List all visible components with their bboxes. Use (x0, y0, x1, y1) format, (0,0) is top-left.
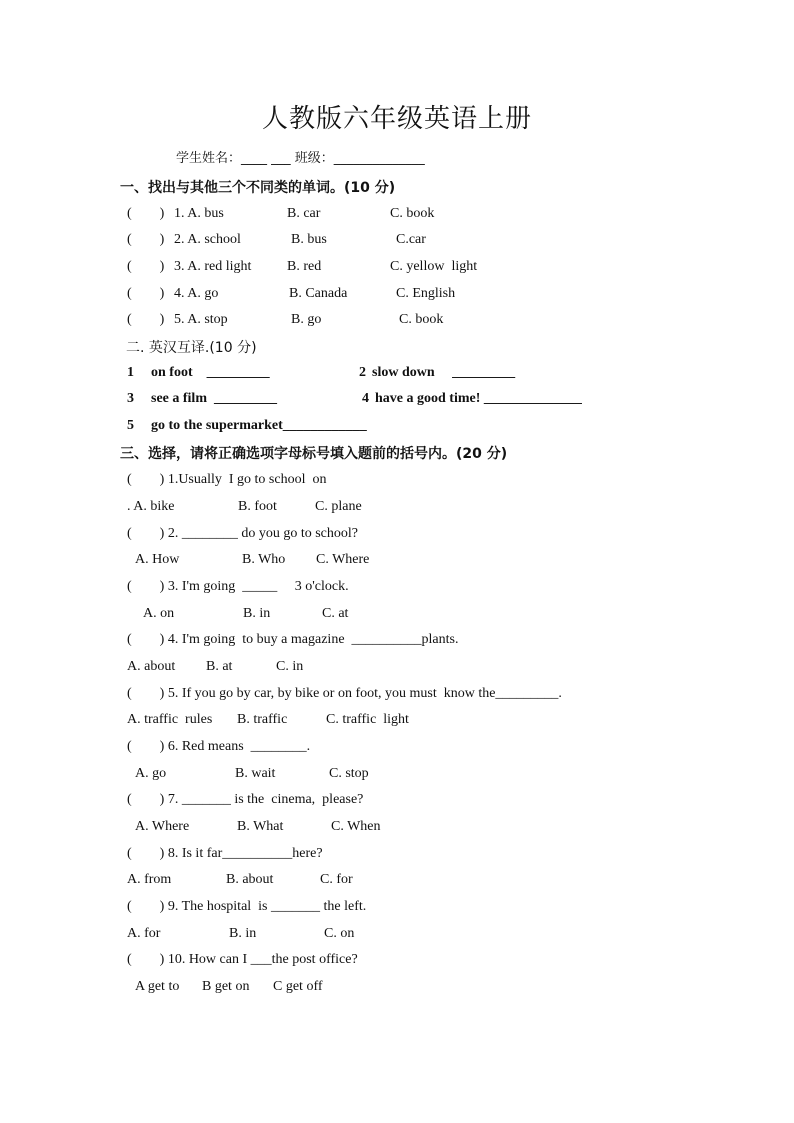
option-c: C. on (324, 926, 355, 941)
option-c: C. Where (316, 552, 370, 567)
option-c: C. plane (315, 499, 362, 514)
question-text: ( ) 6. Red means ________. (127, 739, 311, 754)
question-text: ( ) 3. I'm going _____ 3 o'clock. (127, 579, 349, 594)
question-text: ( ) 8. Is it far__________here? (127, 846, 323, 861)
answer-paren: ( ) (127, 312, 165, 327)
option-a: A. on (143, 606, 175, 621)
question-text: ( ) 2. ________ do you go to school? (127, 526, 358, 541)
question-text: ( ) 5. If you go by car, by bike or on foot, you must know the_________. (127, 686, 562, 701)
section1-heading: 一、找出与其他三个不同类的单词。(10 分) (120, 180, 396, 196)
option-b: B. red (287, 259, 322, 274)
item-text: on foot _________ (151, 365, 270, 380)
option-b: B. car (287, 206, 321, 221)
option-a: A. about (127, 659, 176, 674)
option-c: C. traffic light (326, 712, 409, 727)
item-number: 5 (127, 418, 134, 433)
option-b: B. wait (235, 766, 276, 781)
option-b: B. Canada (289, 286, 348, 301)
answer-paren: ( ) (127, 259, 165, 274)
item-number: 3 (127, 391, 134, 406)
option-b: B. foot (238, 499, 277, 514)
option-a: . A. bike (127, 499, 175, 514)
option-b: B. go (291, 312, 322, 327)
option-a: 4. A. go (174, 286, 219, 301)
question-text: ( ) 4. I'm going to buy a magazine __________plants. (127, 632, 459, 647)
page-title: 人教版六年级英语上册 (261, 104, 532, 134)
question-text: ( ) 9. The hospital is _______ the left. (127, 899, 367, 914)
option-a: 3. A. red light (174, 259, 252, 274)
option-c: C. stop (329, 766, 369, 781)
option-b: B. Who (242, 552, 286, 567)
question-text: ( ) 1.Usually I go to school on (127, 472, 327, 487)
option-c: C. in (276, 659, 304, 674)
option-a: A. traffic rules (127, 712, 213, 727)
option-a: 5. A. stop (174, 312, 228, 327)
option-a: A. Where (135, 819, 190, 834)
item-text: see a film _________ (151, 391, 277, 406)
option-a: A. How (135, 552, 180, 567)
item-text: go to the supermarket____________ (151, 418, 367, 433)
option-a: A. from (127, 872, 172, 887)
question-text: ( ) 7. _______ is the cinema, please? (127, 792, 364, 807)
option-a: 2. A. school (174, 232, 241, 247)
option-b: B. traffic (237, 712, 288, 727)
option-c: C. yellow light (390, 259, 478, 274)
option-c: C.car (396, 232, 426, 247)
option-a: A. go (135, 766, 167, 781)
item-number: 4 (362, 391, 369, 406)
option-a: 1. A. bus (174, 206, 224, 221)
item-number: 2 (359, 365, 366, 380)
option-c: C. at (322, 606, 349, 621)
option-b: B. in (229, 926, 257, 941)
option-b: B. about (226, 872, 274, 887)
option-a: A. for (127, 926, 161, 941)
option-c: C. for (320, 872, 353, 887)
answer-paren: ( ) (127, 206, 165, 221)
section3-heading: 三、选择，请将正确选项字母标号填入题前的括号内。(20 分) (120, 446, 508, 462)
option-c: C. English (396, 286, 456, 301)
option-c: C get off (273, 979, 323, 994)
option-c: C. book (390, 206, 435, 221)
item-number: 1 (127, 365, 134, 380)
item-text: slow down _________ (372, 365, 516, 380)
option-b: B. at (206, 659, 233, 674)
item-text: have a good time! ______________ (375, 391, 582, 406)
option-b: B get on (202, 979, 250, 994)
question-text: ( ) 10. How can I ___the post office? (127, 952, 358, 967)
option-b: B. What (237, 819, 284, 834)
option-b: B. in (243, 606, 271, 621)
option-a: A get to (135, 979, 180, 994)
answer-paren: ( ) (127, 232, 165, 247)
student-info-line: 学生姓名：____ ___ 班级：______________ (176, 151, 425, 166)
option-c: C. book (399, 312, 444, 327)
option-b: B. bus (291, 232, 327, 247)
section2-heading: 二. 英汉互译.(10 分) (126, 340, 257, 356)
option-c: C. When (331, 819, 381, 834)
answer-paren: ( ) (127, 286, 165, 301)
